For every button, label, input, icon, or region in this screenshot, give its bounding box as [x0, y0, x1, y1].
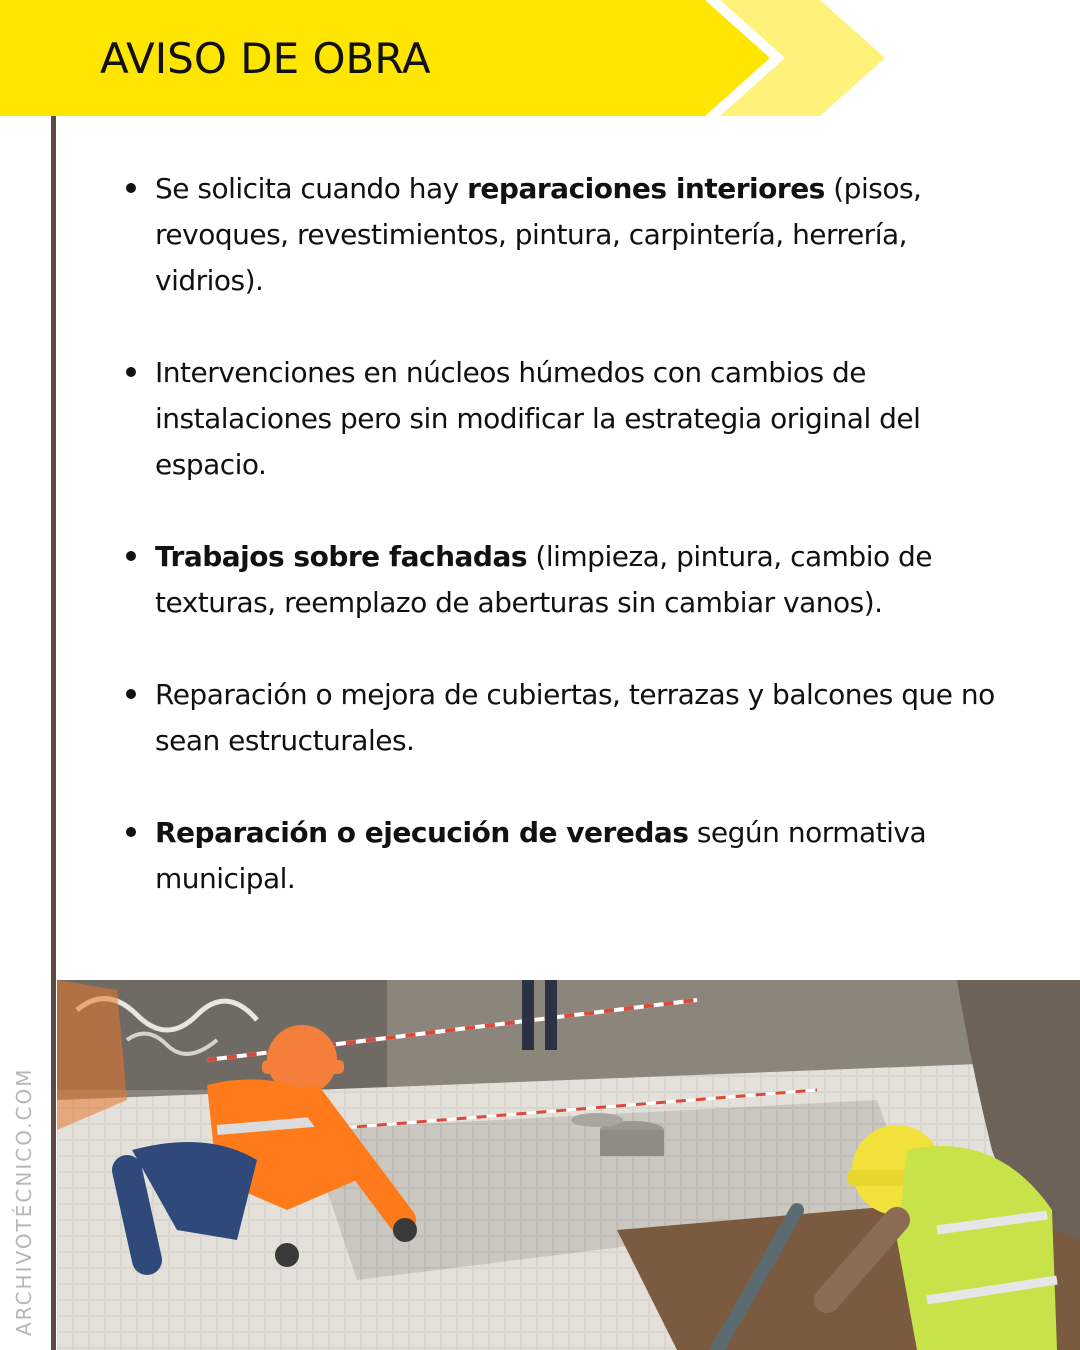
list-item [125, 350, 1005, 488]
item-text-after: según normativa municipal. [155, 816, 927, 895]
item-text-after: (limpieza, pintura, cambio de texturas, reemplazo de aberturas sin cambiar vanos). [155, 540, 933, 619]
list-item [125, 166, 1005, 304]
item-emphasis: reparaciones interiores [467, 172, 825, 205]
item-emphasis: Trabajos sobre fachadas [155, 540, 528, 573]
item-text-before: Reparación o mejora de cubiertas, terrazas y balcones que no sean estructurales. [155, 678, 995, 757]
list-item [125, 534, 1005, 626]
requirements-list [125, 166, 1005, 948]
item-text-before: Intervenciones en núcleos húmedos con cambios de instalaciones pero sin modificar la estrategia original del espacio. [155, 356, 921, 481]
list-item [125, 810, 1005, 902]
item-emphasis: Reparación o ejecución de veredas [155, 816, 689, 849]
item-text-before: Se solicita cuando hay [155, 172, 468, 205]
list-item [125, 672, 1005, 764]
workers-repairing-sidewalk-photo [57, 980, 1080, 1350]
left-divider [51, 116, 56, 1350]
website-caption: ARCHIVOTÉCNICO.COM [12, 1067, 36, 1336]
page-title: AVISO DE OBRA [100, 34, 431, 83]
item-text-after: (pisos, revoques, revestimientos, pintura, carpintería, herrería, vidrios). [155, 172, 922, 297]
